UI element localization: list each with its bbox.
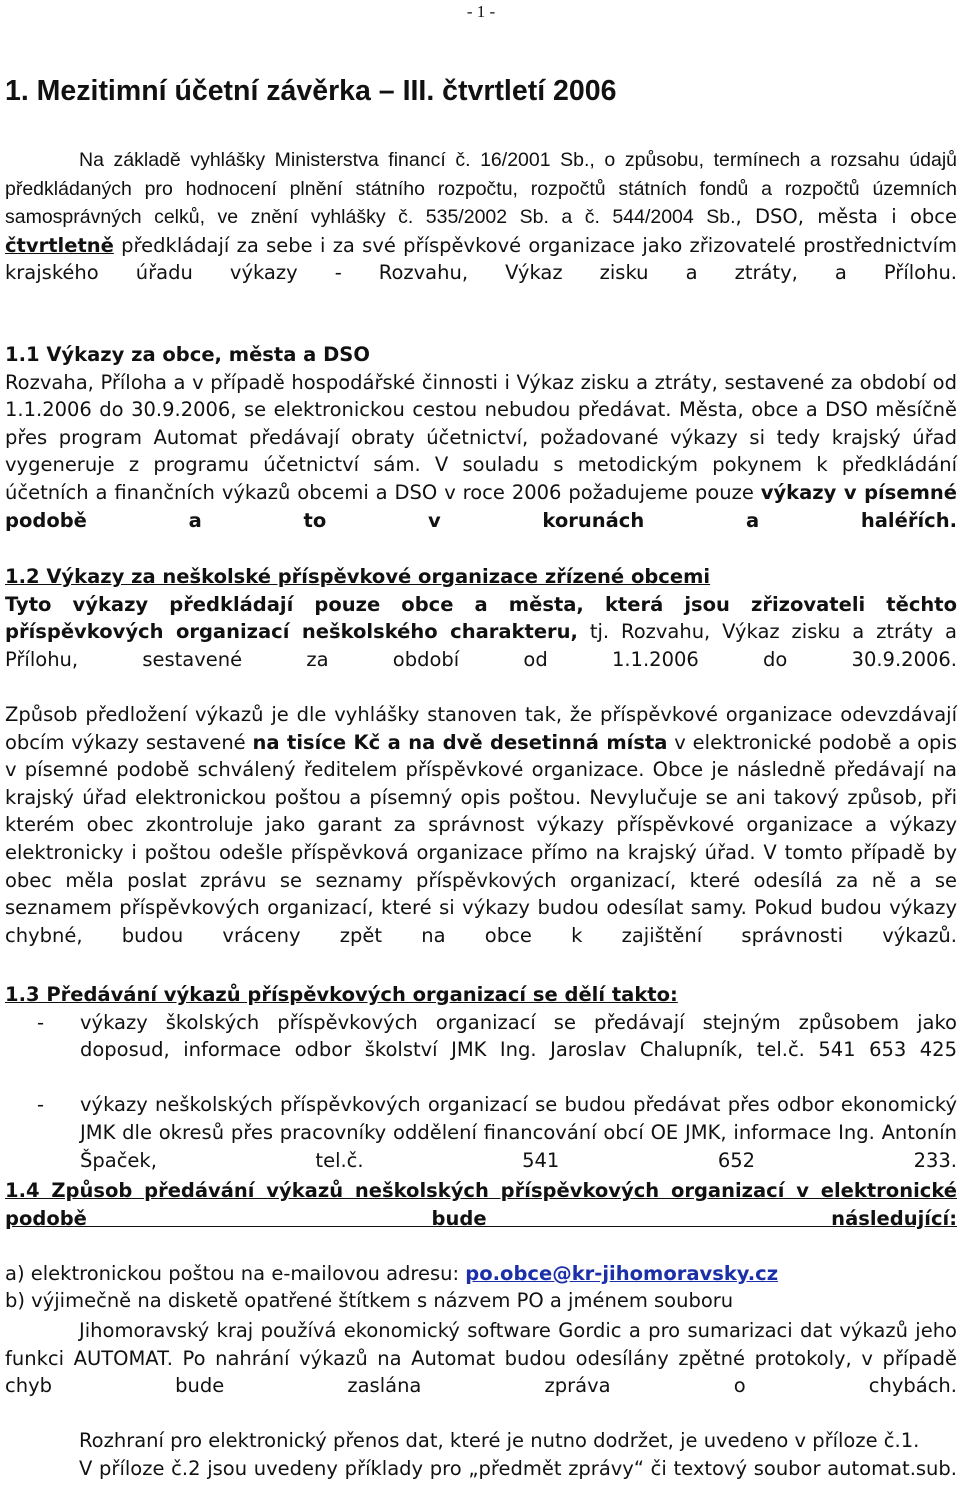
- list-item-text: výkazy školských příspěvkových organizací se předávají stejným způsobem jako doposud, informace odbor školství JMK Ing. Jaroslav Chalupník, tel.č. 541 653 425: [80, 1010, 957, 1062]
- section-1-2-bold-1: Tyto výkazy předkládají pouze obce a města, která jsou zřizovateli těchto příspěvkových organizací neškolského charakteru,: [5, 592, 957, 644]
- intro-text-b: , DSO, města i obce: [735, 205, 958, 229]
- section-1-1: [5, 341, 957, 562]
- page-number: - 1 -: [466, 2, 496, 21]
- email-link[interactable]: po.obce@kr-jihomoravsky.cz: [465, 1261, 779, 1285]
- intro-paragraph: [5, 146, 957, 315]
- section-1-2-text-b: Způsob předložení výkazů je dle vyhlášky stanoven tak, že příspěvkové organizace odevzdávají obcím výkazy sestavené: [5, 702, 957, 754]
- section-1-2-bold-2: na tisíce Kč a na dvě desetinná místa: [252, 730, 668, 754]
- closing-paragraph-3: V příloze č.2 jsou uvedeny příklady pro „předmět zprávy“ či textový soubor automat.sub.: [79, 1456, 957, 1480]
- intro-text-a: Na základě vyhlášky Ministerstva financí č. 16/2001 Sb., o způsobu, termínech a rozsahu údajů předkládaných pro hodnocení plnění státního rozpočtu, rozpočtů státních fondů a rozpočtů územních samosprávných celků, ve znění vyhlášky č. 535/2002 Sb. a č. 544/2004 Sb.: [5, 149, 957, 229]
- section-1-2: [5, 563, 957, 977]
- closing-section: [5, 1317, 957, 1510]
- section-1-2-text-a: tj. Rozvahu, Výkaz zisku a ztráty a Přílohu, sestavené za období od 1.1.2006 do 30.9.2006.: [5, 620, 958, 671]
- list-item-text: výkazy neškolských příspěvkových organizací se budou předávat přes odbor ekonomický JMK dle okresů přes pracovníky oddělení financování obcí OE JMK, informace Ing. Antonín Špaček, tel.č. 541 652 233.: [80, 1093, 957, 1172]
- section-1-1-bold: výkazy v písemné podobě a to v korunách a haléřích.: [5, 480, 957, 532]
- list-bullet: -: [37, 1093, 45, 1117]
- section-1-4: [5, 1177, 957, 1315]
- list-item: [5, 1009, 957, 1092]
- closing-paragraph-2: Rozhraní pro elektronický přenos dat, které je nutno dodržet, je uvedeno v příloze č.1.: [79, 1429, 920, 1453]
- diskette-line: b) výjimečně na disketě opatřené štítkem s názvem PO a jménem souboru: [5, 1289, 734, 1313]
- closing-paragraph-1: Jihomoravský kraj používá ekonomický software Gordic a pro sumarizaci dat výkazů jeho funkci AUTOMAT. Po nahrání výkazů na Automat budou odesílány zpětné protokoly, v případě chyb bude zaslána zpráva o chybách.: [5, 1319, 957, 1398]
- section-1-3: [5, 981, 957, 1202]
- list-bullet: -: [37, 1010, 45, 1034]
- section-1-4-heading: 1.4 Způsob předávání výkazů neškolských příspěvkových organizací v elektronické podobě bude následující:: [5, 1179, 957, 1230]
- intro-text-c: předkládají za sebe i za své příspěvkové organizace jako zřizovatelé prostřednictvím krajského úřadu výkazy - Rozvahu, Výkaz zisku a ztráty, a Přílohu.: [5, 233, 957, 285]
- section-1-2-text-c: v elektronické podobě a opis v písemné podobě schválený ředitelem příspěvkové organizace. Obce je následně předávají na krajský úřad elektronickou poštou a písemný opis poštou. Nevylučuje se ani takový způsob, při kterém obec zkontroluje jako garant za správnost výkazy příspěvkové organizace a výkazy elektronicky i poštou odešle příspěvková organizace přímo na krajský úřad. V tomto případě by obec měla poslat zprávu se seznamy příspěvkových organizací, které odesílá za ně a se seznamem příspěvkových organizací, které si výkazy budou odesílat samy. Pokud budou výkazy chybné, budou vráceny zpět na obce k zajištění správnosti výkazů.: [5, 730, 957, 947]
- section-1-2-heading: 1.2 Výkazy za neškolské příspěvkové organizace zřízené obcemi: [5, 565, 711, 588]
- section-1-3-heading: 1.3 Předávání výkazů příspěvkových organizací se dělí takto:: [5, 983, 678, 1006]
- section-1-1-heading: 1.1 Výkazy za obce, města a DSO: [5, 343, 370, 366]
- intro-bold: čtvrtletně: [5, 233, 114, 257]
- email-label: a) elektronickou poštou na e-mailovou adresu:: [5, 1261, 466, 1285]
- document-title: 1. Mezitimní účetní závěrka – III. čtvrtletí 2006: [5, 75, 617, 107]
- section-1-1-text: Rozvaha, Příloha a v případě hospodářské činnosti i Výkaz zisku a ztráty, sestavené za období od 1.1.2006 do 30.9.2006, se elektronickou cestou nebudou předávat. Města, obce a DSO měsíčně přes program Automat předávají obraty účetnictví, požadované výkazy si tedy krajský úřad vygeneruje z programu účetnictví sám. V souladu s metodickým pokynem k předkládání účetních a finančních výkazů obcemi a DSO v roce 2006 požadujeme pouze: [5, 370, 957, 504]
